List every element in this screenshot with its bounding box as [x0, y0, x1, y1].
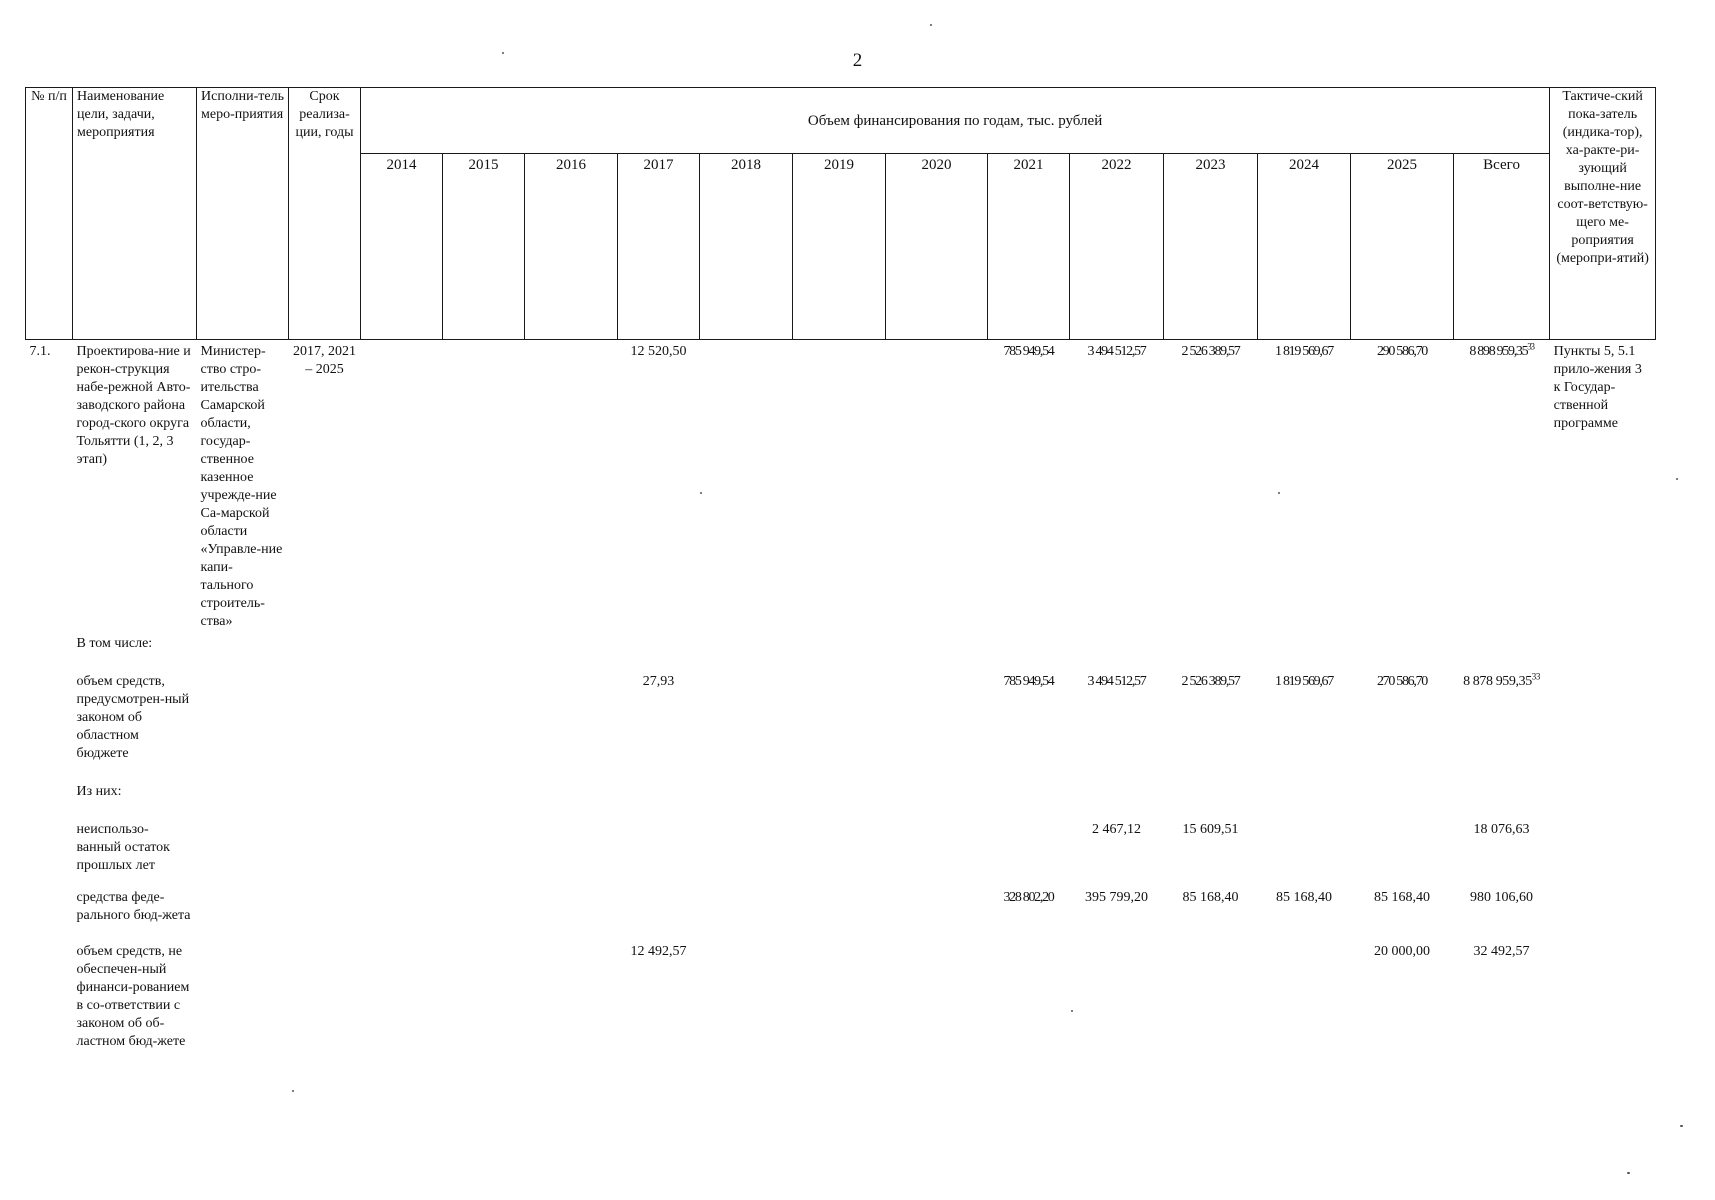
cell-2017: 12 520,50 — [630, 344, 687, 359]
cell-2017: 27,93 — [642, 674, 675, 689]
row-name: объем средств, не обеспечен-ный финанси-рованием в со-ответствии с законом об об-ластном бюд-жете — [76, 944, 190, 1049]
header-year-2015: 2015 — [443, 154, 525, 340]
header-year-2019: 2019 — [793, 154, 886, 340]
scan-speck — [1278, 492, 1280, 494]
cell-2025: 270 586,70 — [1376, 674, 1427, 689]
header-year-2021: 2021 — [988, 154, 1070, 340]
table-row-main — [26, 340, 1656, 632]
header-year-2018: 2018 — [700, 154, 793, 340]
header-col-indicator: Тактиче-ский пока-затель (индика-тор), ха-ракте-ри-зующий выполне-ние соот-ветствую-щего ме-роприятия (меропри-ятий) — [1550, 88, 1656, 340]
cell-2023: 2 526 389,57 — [1181, 344, 1240, 359]
header-year-2024: 2024 — [1258, 154, 1351, 340]
row-number: 7.1. — [29, 344, 51, 359]
cell-2022: 3 494 512,57 — [1087, 344, 1146, 359]
cell-total: 18 076,63 — [1473, 822, 1530, 837]
row-name: Проектирова-ние и рекон-струкция набе-режной Авто-заводского района город-ского округа Тольятти (1, 2, 3 этап) — [76, 344, 191, 467]
scan-speck — [292, 1090, 294, 1092]
table-row-unfunded — [26, 943, 1656, 1051]
scan-speck — [1627, 1172, 1630, 1174]
scan-speck — [1071, 1010, 1073, 1012]
cell-2023: 85 168,40 — [1182, 890, 1239, 905]
cell-2017: 12 492,57 — [630, 944, 687, 959]
table-row-label — [26, 631, 1656, 653]
scan-speck — [700, 492, 702, 494]
cell-2024: 1 819 569,67 — [1275, 674, 1333, 689]
row-executor: Министер-ство стро-ительства Самарской области, государ-ственное казенное учрежде-ние Са-марской области «Управле-ние капи-тального строитель-ства» — [200, 344, 283, 629]
header-year-2014: 2014 — [361, 154, 443, 340]
row-indicator: Пункты 5, 5.1 прило-жения 3 к Государ-ственной программе — [1553, 344, 1642, 431]
cell-total: 980 106,60 — [1470, 890, 1534, 905]
cell-2023: 2 526 389,57 — [1181, 674, 1240, 689]
cell-2021: 328 802,20 — [1003, 890, 1054, 905]
cell-total: 32 492,57 — [1473, 944, 1530, 959]
header-col-term: Срок реализа-ции, годы — [289, 88, 361, 340]
table-row-regional — [26, 673, 1656, 763]
cell-2024: 1 819 569,67 — [1275, 344, 1333, 359]
cell-2022: 395 799,20 — [1085, 890, 1148, 905]
scan-speck — [930, 24, 932, 26]
footnote-mark: 33 — [1531, 671, 1540, 682]
header-year-2023: 2023 — [1164, 154, 1258, 340]
header-year-2022: 2022 — [1070, 154, 1164, 340]
cell-2021: 785 949,54 — [1003, 674, 1054, 689]
page-number: 2 — [852, 50, 863, 71]
label-of-them: Из них: — [76, 784, 122, 799]
row-name: объем средств, предусмотрен-ный законом об областном бюджете — [76, 674, 190, 761]
table-row-unused — [26, 821, 1656, 875]
cell-total — [1454, 340, 1550, 632]
scan-speck — [1680, 1125, 1683, 1127]
header-year-2016: 2016 — [525, 154, 618, 340]
header-year-2017: 2017 — [618, 154, 700, 340]
cell-2025: 20 000,00 — [1374, 944, 1430, 959]
row-term: 2017, 2021 – 2025 — [293, 344, 356, 377]
footnote-mark: 33 — [1527, 341, 1534, 352]
cell-2025: 85 168,40 — [1374, 890, 1430, 905]
cell-total — [1454, 673, 1550, 763]
header-financing-group: Объем финансирования по годам, тыс. рублей — [361, 88, 1550, 154]
cell-2022: 2 467,12 — [1092, 822, 1141, 837]
table-row-federal — [26, 889, 1656, 925]
header-year-2020: 2020 — [886, 154, 988, 340]
header-col-num: № п/п — [26, 88, 73, 340]
header-col-name: Наименование цели, задачи, мероприятия — [73, 88, 197, 340]
financing-table — [25, 87, 1656, 1051]
scan-speck — [1676, 478, 1678, 480]
row-name: средства феде-рального бюд-жета — [76, 890, 191, 923]
total-value: 8 878 959,35 — [1463, 674, 1532, 689]
total-value: 8 898 959,35 — [1469, 344, 1528, 359]
cell-2025: 290 586,70 — [1376, 344, 1427, 359]
row-name: неиспользо-ванный остаток прошлых лет — [76, 822, 170, 873]
header-col-executor: Исполни-тель меро-приятия — [197, 88, 289, 340]
scan-speck — [502, 52, 504, 54]
cell-2023: 15 609,51 — [1182, 822, 1239, 837]
header-total: Всего — [1454, 154, 1550, 340]
cell-2022: 3 494 512,57 — [1087, 674, 1146, 689]
table-row-label — [26, 783, 1656, 801]
header-year-2025: 2025 — [1351, 154, 1454, 340]
label-including: В том числе: — [76, 636, 153, 651]
cell-2024: 85 168,40 — [1276, 890, 1332, 905]
cell-2021: 785 949,54 — [1003, 344, 1054, 359]
header-row-1 — [26, 88, 1656, 154]
